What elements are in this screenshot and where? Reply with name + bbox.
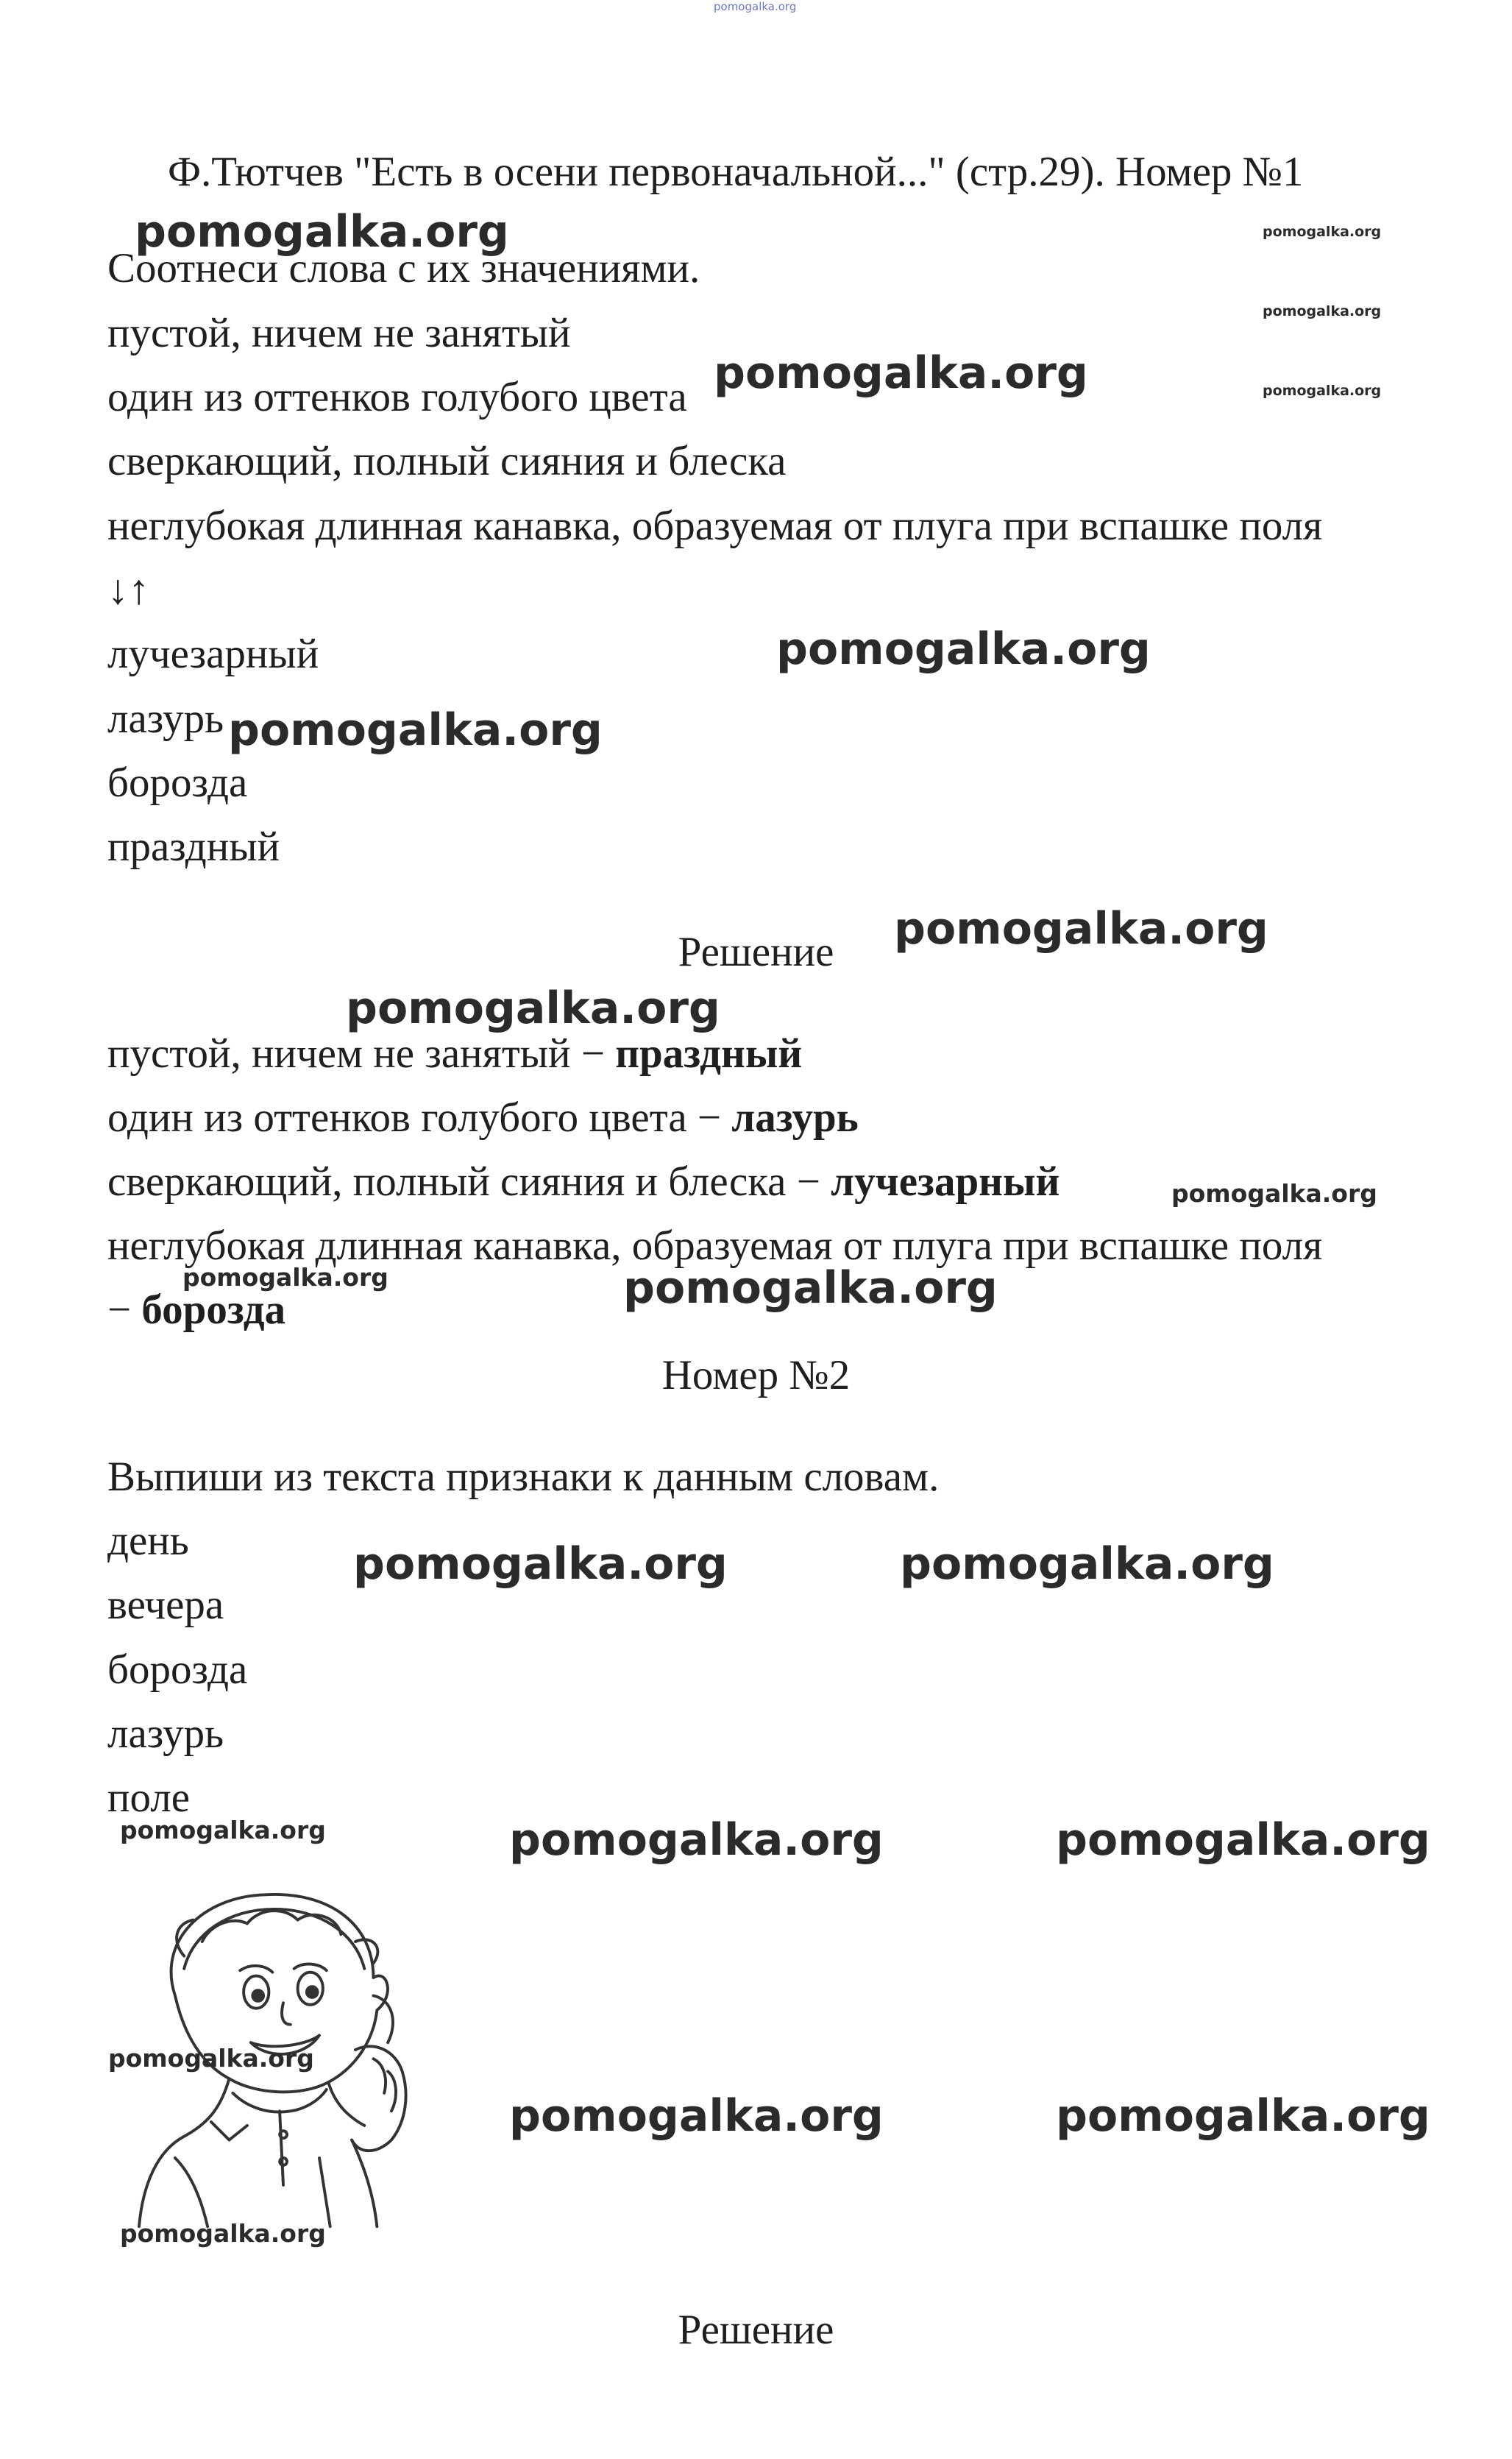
watermark-top: pomogalka.org [714,0,797,13]
watermark: pomogalka.org [623,1262,998,1314]
answer-1-word: праздный [615,1030,803,1077]
answer-1-sep: − [570,1030,616,1077]
watermark: pomogalka.org [182,1263,388,1292]
watermark: pomogalka.org [509,2090,884,2142]
word-4: праздный [107,824,280,870]
answer-4-word: борозда [141,1287,286,1333]
answer-4-meaning: неглубокая длинная канавка, образуемая от плуга при вспашке поля [107,1223,1323,1269]
match-arrows: ↓↑ [107,567,149,613]
task2-word-4: лазурь [107,1710,224,1757]
watermark: pomogalka.org [1263,383,1382,399]
task2-word-2: вечера [107,1582,224,1628]
answer-3-sep: − [786,1158,831,1205]
answer-3 [107,1158,1060,1205]
watermark: pomogalka.org [228,704,603,756]
answer-3-meaning: сверкающий, полный сияния и блеска [107,1158,787,1205]
word-1: лучезарный [107,631,319,677]
watermark: pomogalka.org [509,1814,884,1866]
answer-4-sep: − [107,1287,142,1333]
answer-2-sep: − [686,1094,732,1141]
watermark: pomogalka.org [346,983,720,1034]
watermark: pomogalka.org [120,1816,326,1844]
word-2: лазурь [107,696,224,742]
task2-instruction: Выпиши из текста признаки к данным словам. [107,1454,940,1500]
task1-instruction: Соотнеси слова с их значениями. [107,245,700,291]
watermark: pomogalka.org [1263,303,1382,319]
answer-2-word: лазурь [731,1094,859,1141]
answer-1-meaning: пустой, ничем не занятый [107,1030,571,1077]
watermark: pomogalka.org [108,2044,314,2073]
watermark: pomogalka.org [1056,2090,1430,2142]
watermark: pomogalka.org [135,206,509,258]
watermark: pomogalka.org [353,1538,728,1590]
answer-1 [107,1030,803,1077]
meaning-3: сверкающий, полный сияния и блеска [107,438,787,484]
watermark: pomogalka.org [1263,224,1382,240]
watermark: pomogalka.org [1171,1179,1377,1208]
meaning-1: пустой, ничем не занятый [107,310,571,356]
meaning-2: один из оттенков голубого цвета [107,374,687,420]
task1-solution-heading: Решение [678,929,834,975]
watermark: pomogalka.org [714,347,1088,399]
task2-solution-heading: Решение [678,2307,834,2353]
answer-2 [107,1094,859,1141]
word-3: борозда [107,760,248,806]
answer-2-meaning: один из оттенков голубого цвета [107,1094,687,1141]
task1-title: Ф.Тютчев "Есть в осени первоначальной..." (стр.29). Номер №1 [168,149,1304,195]
watermark: pomogalka.org [120,2219,326,2248]
watermark: pomogalka.org [776,623,1151,675]
task2-word-5: поле [107,1775,190,1821]
watermark: pomogalka.org [1056,1814,1430,1866]
meaning-4: неглубокая длинная канавка, образуемая от плуга при вспашке поля [107,503,1323,549]
answer-4 [107,1289,285,1331]
watermark: pomogalka.org [900,1538,1274,1590]
watermark: pomogalka.org [894,903,1268,955]
task2-word-3: борозда [107,1646,248,1693]
answer-3-word: лучезарный [831,1158,1060,1205]
task2-title: Номер №2 [661,1352,851,1398]
task2-word-1: день [107,1518,189,1564]
